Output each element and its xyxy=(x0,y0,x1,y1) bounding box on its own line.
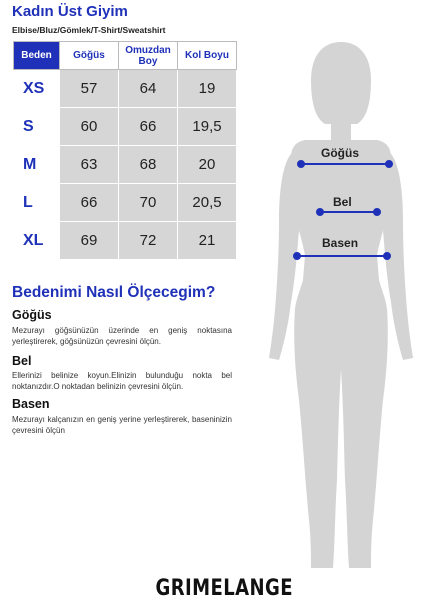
boy-cell: 70 xyxy=(119,184,178,222)
chest-label: Göğüs xyxy=(321,146,359,160)
waist-label: Bel xyxy=(333,195,352,209)
boy-cell: 68 xyxy=(119,146,178,184)
kol-cell: 19 xyxy=(178,70,237,108)
table-row xyxy=(14,70,237,108)
boy-cell: 64 xyxy=(119,70,178,108)
boy-cell: 66 xyxy=(119,108,178,146)
section-text-basen: Mezurayı kalçanızın en geniş yerine yerleştirerek, baseninizin çevresini ölçün xyxy=(12,415,232,435)
table-row xyxy=(14,108,237,146)
gogus-cell: 57 xyxy=(60,70,119,108)
section-text-bel: Ellerinizi belinize koyun.Elinizin bulunduğu nokta bel noktanızdır.O noktadan belinizin çevresini ölçün. xyxy=(12,371,232,391)
size-cell: M xyxy=(14,146,60,184)
gogus-cell: 63 xyxy=(60,146,119,184)
size-cell: XS xyxy=(14,70,60,108)
page-subtitle: Elbise/Bluz/Gömlek/T-Shirt/Sweatshirt xyxy=(12,25,166,35)
page-title: Kadın Üst Giyim xyxy=(12,3,128,20)
header-omuzdan-boy: Omuzdan Boy xyxy=(119,42,178,70)
section-heading-bel: Bel xyxy=(12,354,32,368)
header-gogus: Göğüs xyxy=(60,42,119,70)
kol-cell: 19,5 xyxy=(178,108,237,146)
hip-label: Basen xyxy=(322,236,359,250)
boy-cell: 72 xyxy=(119,222,178,260)
section-heading-basen: Basen xyxy=(12,397,50,411)
how-to-measure-title: Bedenimi Nasıl Ölçecegim? xyxy=(12,284,216,301)
body-silhouette-icon xyxy=(265,40,417,570)
gogus-cell: 69 xyxy=(60,222,119,260)
size-cell: L xyxy=(14,184,60,222)
gogus-cell: 66 xyxy=(60,184,119,222)
section-heading-gogus: Göğüs xyxy=(12,308,52,322)
size-table xyxy=(13,41,237,260)
size-cell: XL xyxy=(14,222,60,260)
table-row xyxy=(14,222,237,260)
size-cell: S xyxy=(14,108,60,146)
table-row xyxy=(14,184,237,222)
section-text-gogus: Mezurayı göğsünüzün üzerinde en geniş noktasına yerleştirerek, göğsünüzün çevresini ölçün. xyxy=(12,326,232,346)
header-beden: Beden xyxy=(14,42,60,70)
kol-cell: 21 xyxy=(178,222,237,260)
body-silhouette xyxy=(265,40,417,570)
table-header-row xyxy=(14,42,237,70)
kol-cell: 20,5 xyxy=(178,184,237,222)
table-row xyxy=(14,146,237,184)
brand-logo: GRIMELANGE xyxy=(155,576,293,601)
header-kol-boyu: Kol Boyu xyxy=(178,42,237,70)
gogus-cell: 60 xyxy=(60,108,119,146)
kol-cell: 20 xyxy=(178,146,237,184)
